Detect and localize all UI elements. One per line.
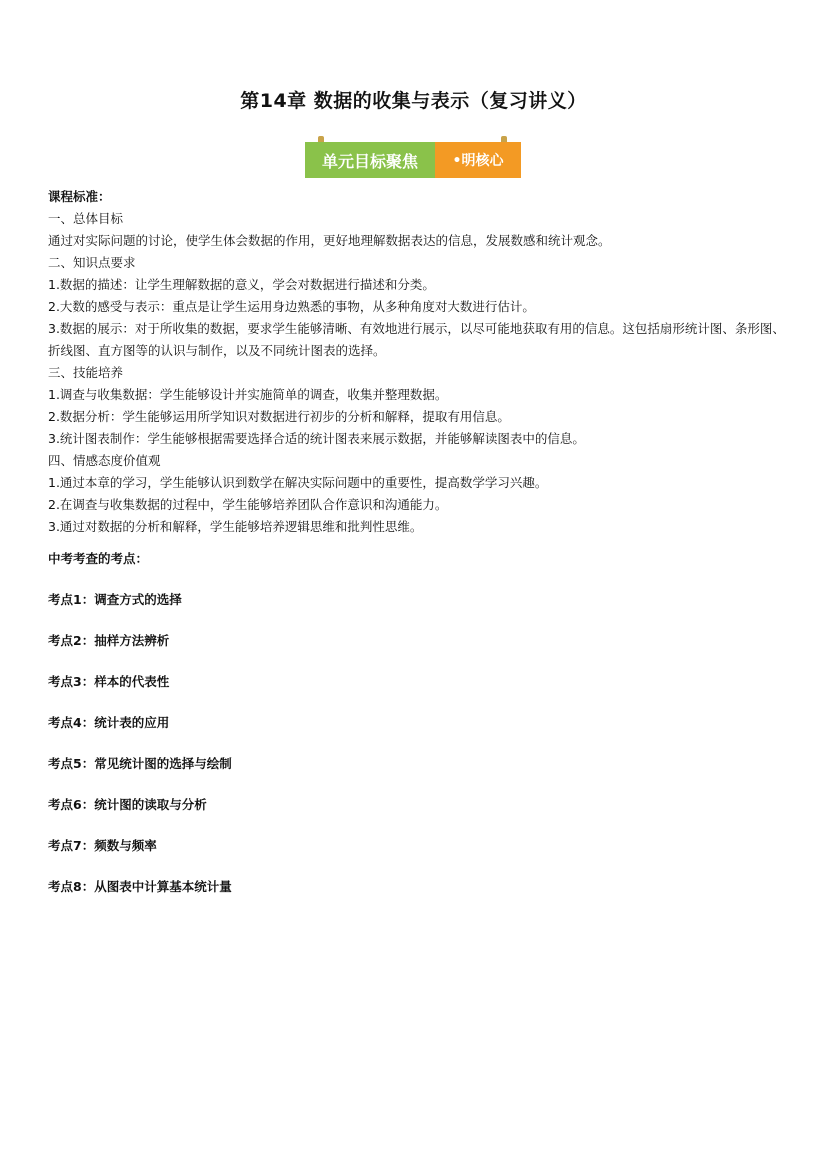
course-standard-label: 课程标准：: [48, 189, 111, 204]
section-item: 2.在调查与收集数据的过程中，学生能够培养团队合作意识和沟通能力。: [48, 497, 448, 512]
banner-right-text: •明核心: [435, 142, 521, 178]
section-item: 1.通过本章的学习，学生能够认识到数学在解决实际问题中的重要性，提高数学学习兴趣。: [48, 475, 548, 490]
section-heading: 一、总体目标: [48, 211, 124, 226]
section-heading: 二、知识点要求: [48, 255, 136, 270]
exam-point: 考点7：频数与频率: [48, 838, 157, 853]
section-item: 3.数据的展示：对于所收集的数据，要求学生能够清晰、有效地进行展示，以尽可能地获取有用的信息。这包括扇形统计图、条形图、折线图、直方图等的认识与制作，以及不同统计图表的选择。: [48, 321, 785, 358]
exam-point: 考点5：常见统计图的选择与绘制: [48, 756, 232, 771]
section-item: 3.统计图表制作：学生能够根据需要选择合适的统计图表来展示数据，并能够解读图表中的信息。: [48, 431, 585, 446]
section-item: 2.大数的感受与表示：重点是让学生运用身边熟悉的事物，从多种角度对大数进行估计。: [48, 299, 535, 314]
section-item: 1.调查与收集数据：学生能够设计并实施简单的调查，收集并整理数据。: [48, 387, 448, 402]
exam-point: 考点1：调查方式的选择: [48, 592, 182, 607]
exam-point: 考点2：抽样方法辨析: [48, 633, 170, 648]
page-title: 第14章 数据的收集与表示（复习讲义）: [240, 90, 587, 112]
section-item: 3.通过对数据的分析和解释，学生能够培养逻辑思维和批判性思维。: [48, 519, 423, 534]
exam-points-label: 中考考查的考点：: [48, 551, 149, 566]
exam-point: 考点6：统计图的读取与分析: [48, 797, 207, 812]
section-item: 2.数据分析：学生能够运用所学知识对数据进行初步的分析和解释，提取有用信息。: [48, 409, 510, 424]
section-banner: [305, 136, 521, 178]
exam-point: 考点3：样本的代表性: [48, 674, 170, 689]
exam-point: 考点4：统计表的应用: [48, 715, 170, 730]
section-heading: 四、情感态度价值观: [48, 453, 161, 468]
document-body: [48, 186, 788, 898]
exam-point: 考点8：从图表中计算基本统计量: [48, 879, 232, 894]
section-item: 通过对实际问题的讨论，使学生体会数据的作用，更好地理解数据表达的信息，发展数感和统计观念。: [48, 233, 611, 248]
section-heading: 三、技能培养: [48, 365, 124, 380]
banner-left-text: 单元目标聚焦: [305, 142, 435, 178]
section-item: 1.数据的描述：让学生理解数据的意义，学会对数据进行描述和分类。: [48, 277, 435, 292]
